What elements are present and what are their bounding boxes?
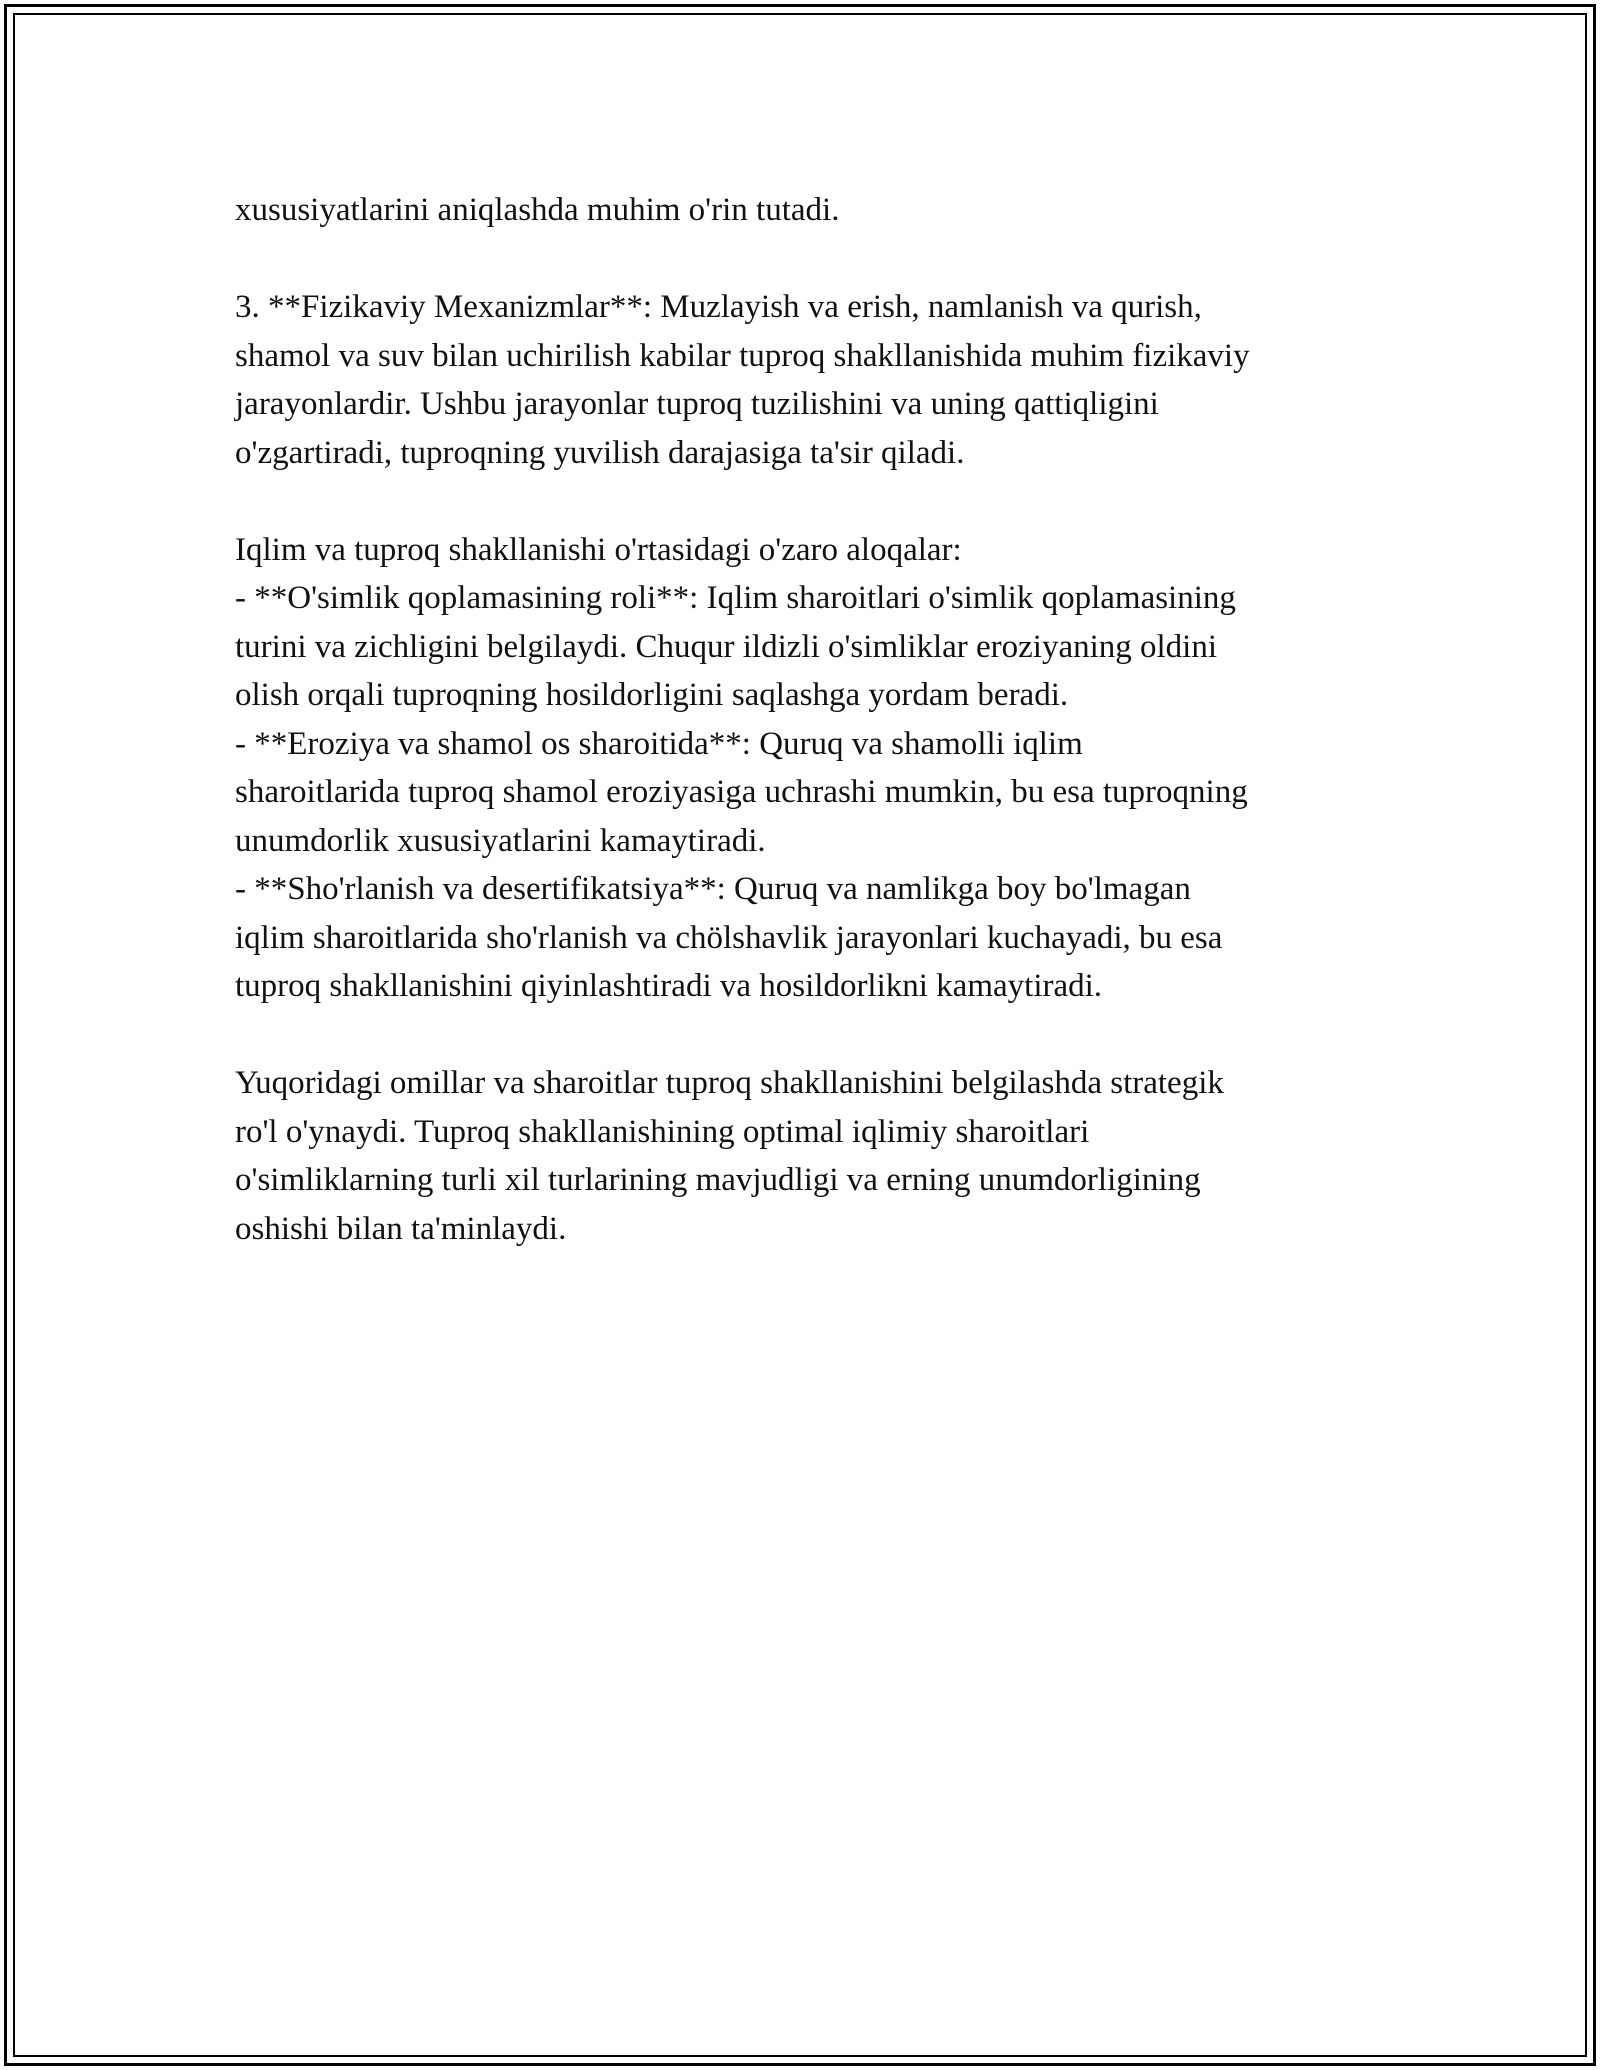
- text-line: ro'l o'ynaydi. Tuproq shakllanishining optimal iqlimiy sharoitlari: [235, 1113, 1090, 1150]
- text-line: - **Sho'rlanish va desertifikatsiya**: Quruq va namlikga boy bo'lmagan: [235, 871, 1191, 907]
- text-line: sharoitlarida tuproq shamol eroziyasiga uchrashi mumkin, bu esa tuproqning: [235, 774, 1248, 810]
- blank-line: [235, 235, 1395, 284]
- text-line: Yuqoridagi omillar va sharoitlar tuproq shakllanishini belgilashda strategik: [235, 1065, 1224, 1101]
- blank-line: [235, 477, 1395, 526]
- text-line: - **O'simlik qoplamasining roli**: Iqlim sharoitlari o'simlik qoplamasining: [235, 580, 1236, 616]
- text-line: oshishi bilan ta'minlaydi.: [235, 1210, 567, 1247]
- text-line: xususiyatlarini aniqlashda muhim o'rin tutadi.: [235, 192, 840, 228]
- text-line: unumdorlik xususiyatlarini kamaytiradi.: [235, 822, 766, 859]
- blank-line: [235, 1011, 1395, 1060]
- text-line: tuproq shakllanishini qiyinlashtiradi va hosildorlikni kamaytiradi.: [235, 968, 1103, 1004]
- text-line: o'simliklarning turli xil turlarining mavjudligi va erning unumdorligining: [235, 1162, 1201, 1198]
- text-line: Iqlim va tuproq shakllanishi o'rtasidagi o'zaro aloqalar:: [235, 531, 962, 568]
- text-line: turini va zichligini belgilaydi. Chuqur ildizli o'simliklar eroziyaning oldini: [235, 628, 1218, 665]
- text-line: - **Eroziya va shamol os sharoitida**: Quruq va shamolli iqlim: [235, 725, 1083, 762]
- text-line: o'zgartiradi, tuproqning yuvilish darajasiga ta'sir qiladi.: [235, 434, 965, 471]
- text-line: jarayonlardir. Ushbu jarayonlar tuproq tuzilishini va uning qattiqligini: [235, 386, 1159, 422]
- text-line: iqlim sharoitlarida sho'rlanish va chölshavlik jarayonlari kuchayadi, bu esa: [235, 919, 1223, 956]
- text-line: olish orqali tuproqning hosildorligini saqlashga yordam beradi.: [235, 677, 1069, 713]
- text-line: shamol va suv bilan uchirilish kabilar tuproq shakllanishida muhim fizikaviy: [235, 337, 1250, 374]
- text-line: 3. **Fizikaviy Mexanizmlar**: Muzlayish va erish, namlanish va qurish,: [235, 289, 1202, 325]
- document-body: [235, 186, 1395, 1253]
